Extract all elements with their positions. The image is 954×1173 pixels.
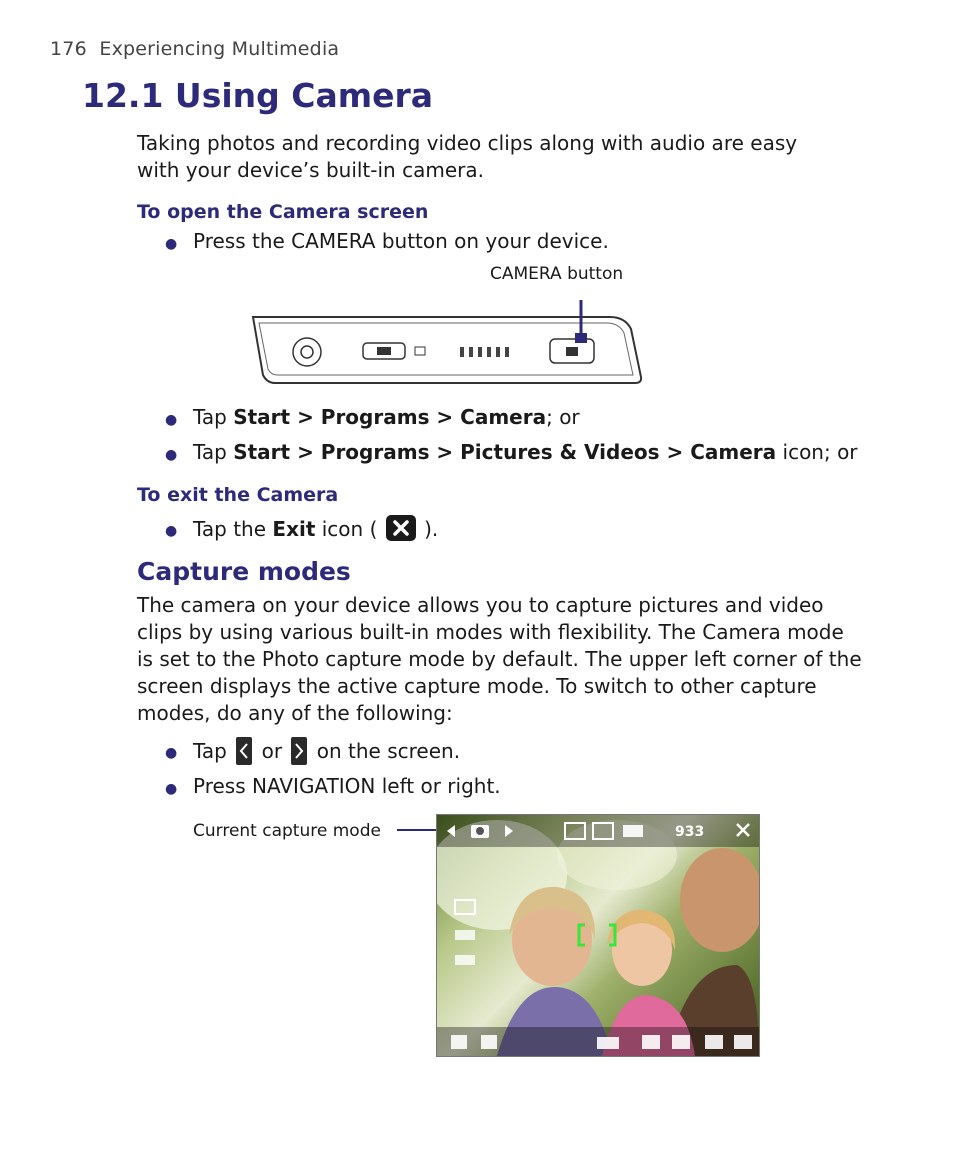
capture-modes-heading: Capture modes [137, 557, 351, 586]
capture-bullet-1: Tap or on the screen. [193, 739, 461, 763]
intro-paragraph: Taking photos and recording video clips along with audio are easy with your device’s built-in camera. [137, 131, 798, 182]
capture-bullet-2: Press NAVIGATION left or right. [193, 774, 501, 798]
exit-camera-heading: To exit the Camera [137, 484, 339, 506]
right-arrow-icon [291, 737, 307, 765]
camera-screen-photo [436, 814, 760, 1057]
list-item [165, 404, 177, 434]
bullet-icon: ● [165, 781, 178, 797]
shots-remaining: 933 [675, 824, 705, 840]
open-bullet-2: Tap Start > Programs > Camera; or [193, 405, 580, 429]
bullet-icon: ● [165, 745, 178, 761]
section-name: Experiencing Multimedia [99, 38, 340, 60]
exit-bullet: Tap the Exit icon ( ). [193, 517, 439, 541]
list-item [165, 515, 177, 545]
page-title: 12.1 Using Camera [82, 76, 434, 115]
bullet-icon: ● [165, 236, 178, 252]
open-camera-heading: To open the Camera screen [137, 201, 429, 223]
list-item [165, 737, 177, 767]
list-item [165, 439, 177, 469]
left-arrow-icon [236, 737, 252, 765]
open-bullet-3: Tap Start > Programs > Pictures & Videos > Camera icon; or [193, 440, 858, 464]
bullet-icon: ● [165, 412, 178, 428]
running-header [50, 38, 339, 60]
capture-modes-paragraph: The camera on your device allows you to capture pictures and video clips by using various built-in modes with flexibility. The Camera mode is set to the Photo capture mode by default. The upper left corner of the screen displays the active capture mode. To switch to other capture modes, do any of the following: [137, 593, 862, 725]
camera-button-caption: CAMERA button [490, 264, 624, 284]
bullet-icon: ● [165, 523, 178, 539]
page-number: 176 [50, 38, 87, 60]
open-bullet-1: Press the CAMERA button on your device. [193, 229, 609, 253]
capture-mode-caption: Current capture mode [193, 821, 381, 841]
camera-scene-illustration [437, 815, 759, 1056]
list-item [165, 773, 177, 803]
caption-leader-line [397, 829, 439, 831]
bullet-icon: ● [165, 447, 178, 463]
device-side-illustration [245, 295, 645, 387]
list-item [165, 228, 177, 258]
exit-icon [386, 515, 416, 541]
